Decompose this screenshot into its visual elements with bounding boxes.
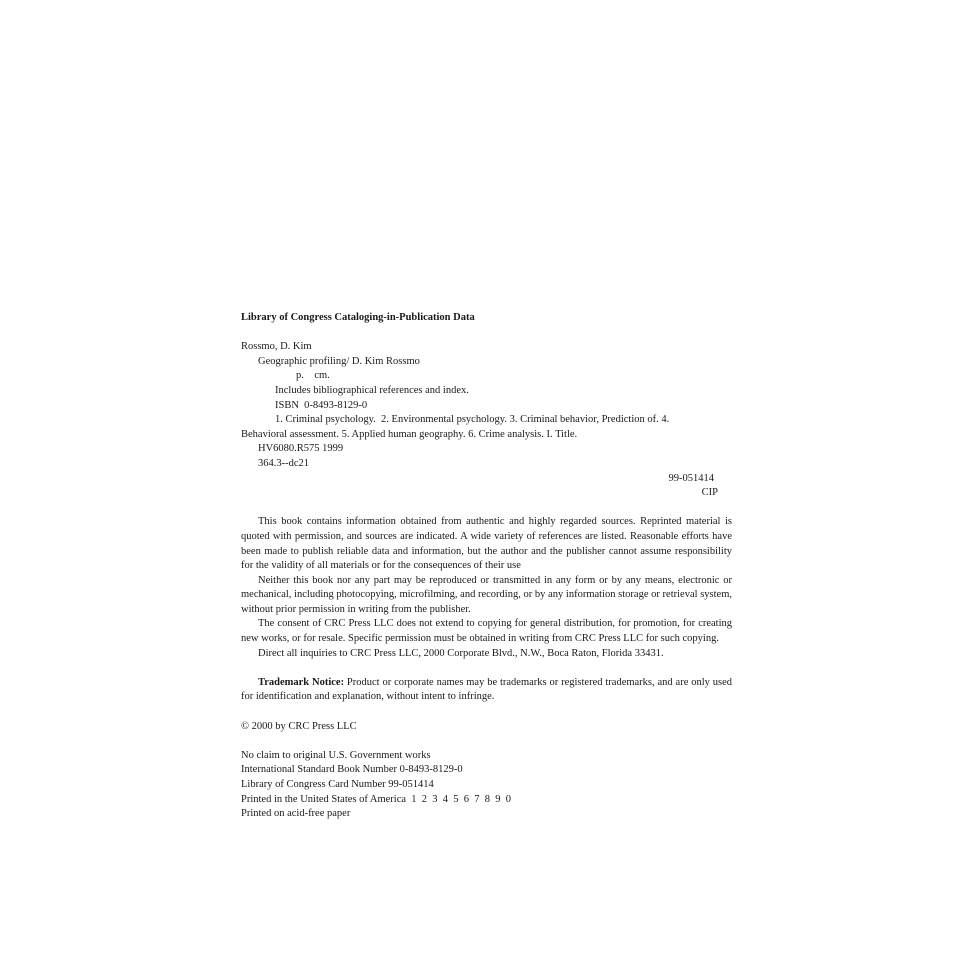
cip-author: Rossmo, D. Kim: [241, 341, 312, 353]
no-claim-line: No claim to original U.S. Government works: [241, 749, 431, 761]
cip-subjects-line1: 1. Criminal psychology. 2. Environmental psychology. 3. Criminal behavior, Prediction of. 4.: [275, 414, 670, 426]
isbn-line: International Standard Book Number 0-8493-8129-0: [241, 764, 463, 776]
acid-free-line: Printed on acid-free paper: [241, 808, 351, 820]
cip-label: CIP: [701, 487, 718, 499]
notices-block: [241, 515, 732, 661]
printed-in-line: Printed in the United States of America 1 2 3 4 5 6 7 8 9 0: [241, 793, 512, 805]
cip-isbn: ISBN 0-8493-8129-0: [275, 399, 368, 411]
cip-subjects-line2: Behavioral assessment. 5. Applied human geography. 6. Crime analysis. I. Title.: [241, 428, 578, 440]
cip-lc-class: HV6080.R575 1999: [258, 443, 344, 455]
footer-block: [241, 749, 732, 822]
trademark-notice: [241, 676, 732, 705]
notice-inquiries: Direct all inquiries to CRC Press LLC, 2000 Corporate Blvd., N.W., Boca Raton, Florida 33431.: [258, 647, 664, 659]
cip-title: Geographic profiling/ D. Kim Rossmo: [258, 355, 420, 367]
notice-reproduction: Neither this book nor any part may be reproduced or transmitted in any form or by any means, electronic or mechanical, including photocopying, microfilming, and recording, or by any information storage or retrieval system, without prior permission in writing from the publisher.: [241, 574, 732, 615]
cip-pages: p. cm.: [296, 370, 330, 382]
copyright-line: © 2000 by CRC Press LLC: [241, 720, 357, 732]
cip-lccn: 99-051414: [668, 472, 714, 484]
cip-bibliography: Includes bibliographical references and index.: [275, 384, 469, 396]
notice-sources: This book contains information obtained from authentic and highly regarded sources. Reprinted material is quoted with permission, and sources are indicated. A wide variety of references are listed. Reasonable efforts have been made to publish reliable data and information, but the author and the publisher cannot assume responsibility for the validity of all materials or for the consequences of their use: [241, 516, 732, 572]
cip-block: [241, 340, 732, 501]
cip-heading: Library of Congress Cataloging-in-Publication Data: [241, 312, 475, 323]
cip-dewey: 364.3--dc21: [258, 457, 310, 469]
trademark-label: Trademark Notice:: [258, 676, 345, 688]
trademark-text: Product or corporate names may be trademarks or registered trademarks, and are only used for identification and explanation, without intent to infringe.: [241, 676, 732, 703]
lccn-line: Library of Congress Card Number 99-051414: [241, 779, 434, 790]
notice-consent: The consent of CRC Press LLC does not extend to copying for general distribution, for promotion, for creating new works, or for resale. Specific permission must be obtained in writing from CRC Press LLC for such copying.: [241, 618, 732, 645]
copyright-page: [241, 311, 732, 822]
